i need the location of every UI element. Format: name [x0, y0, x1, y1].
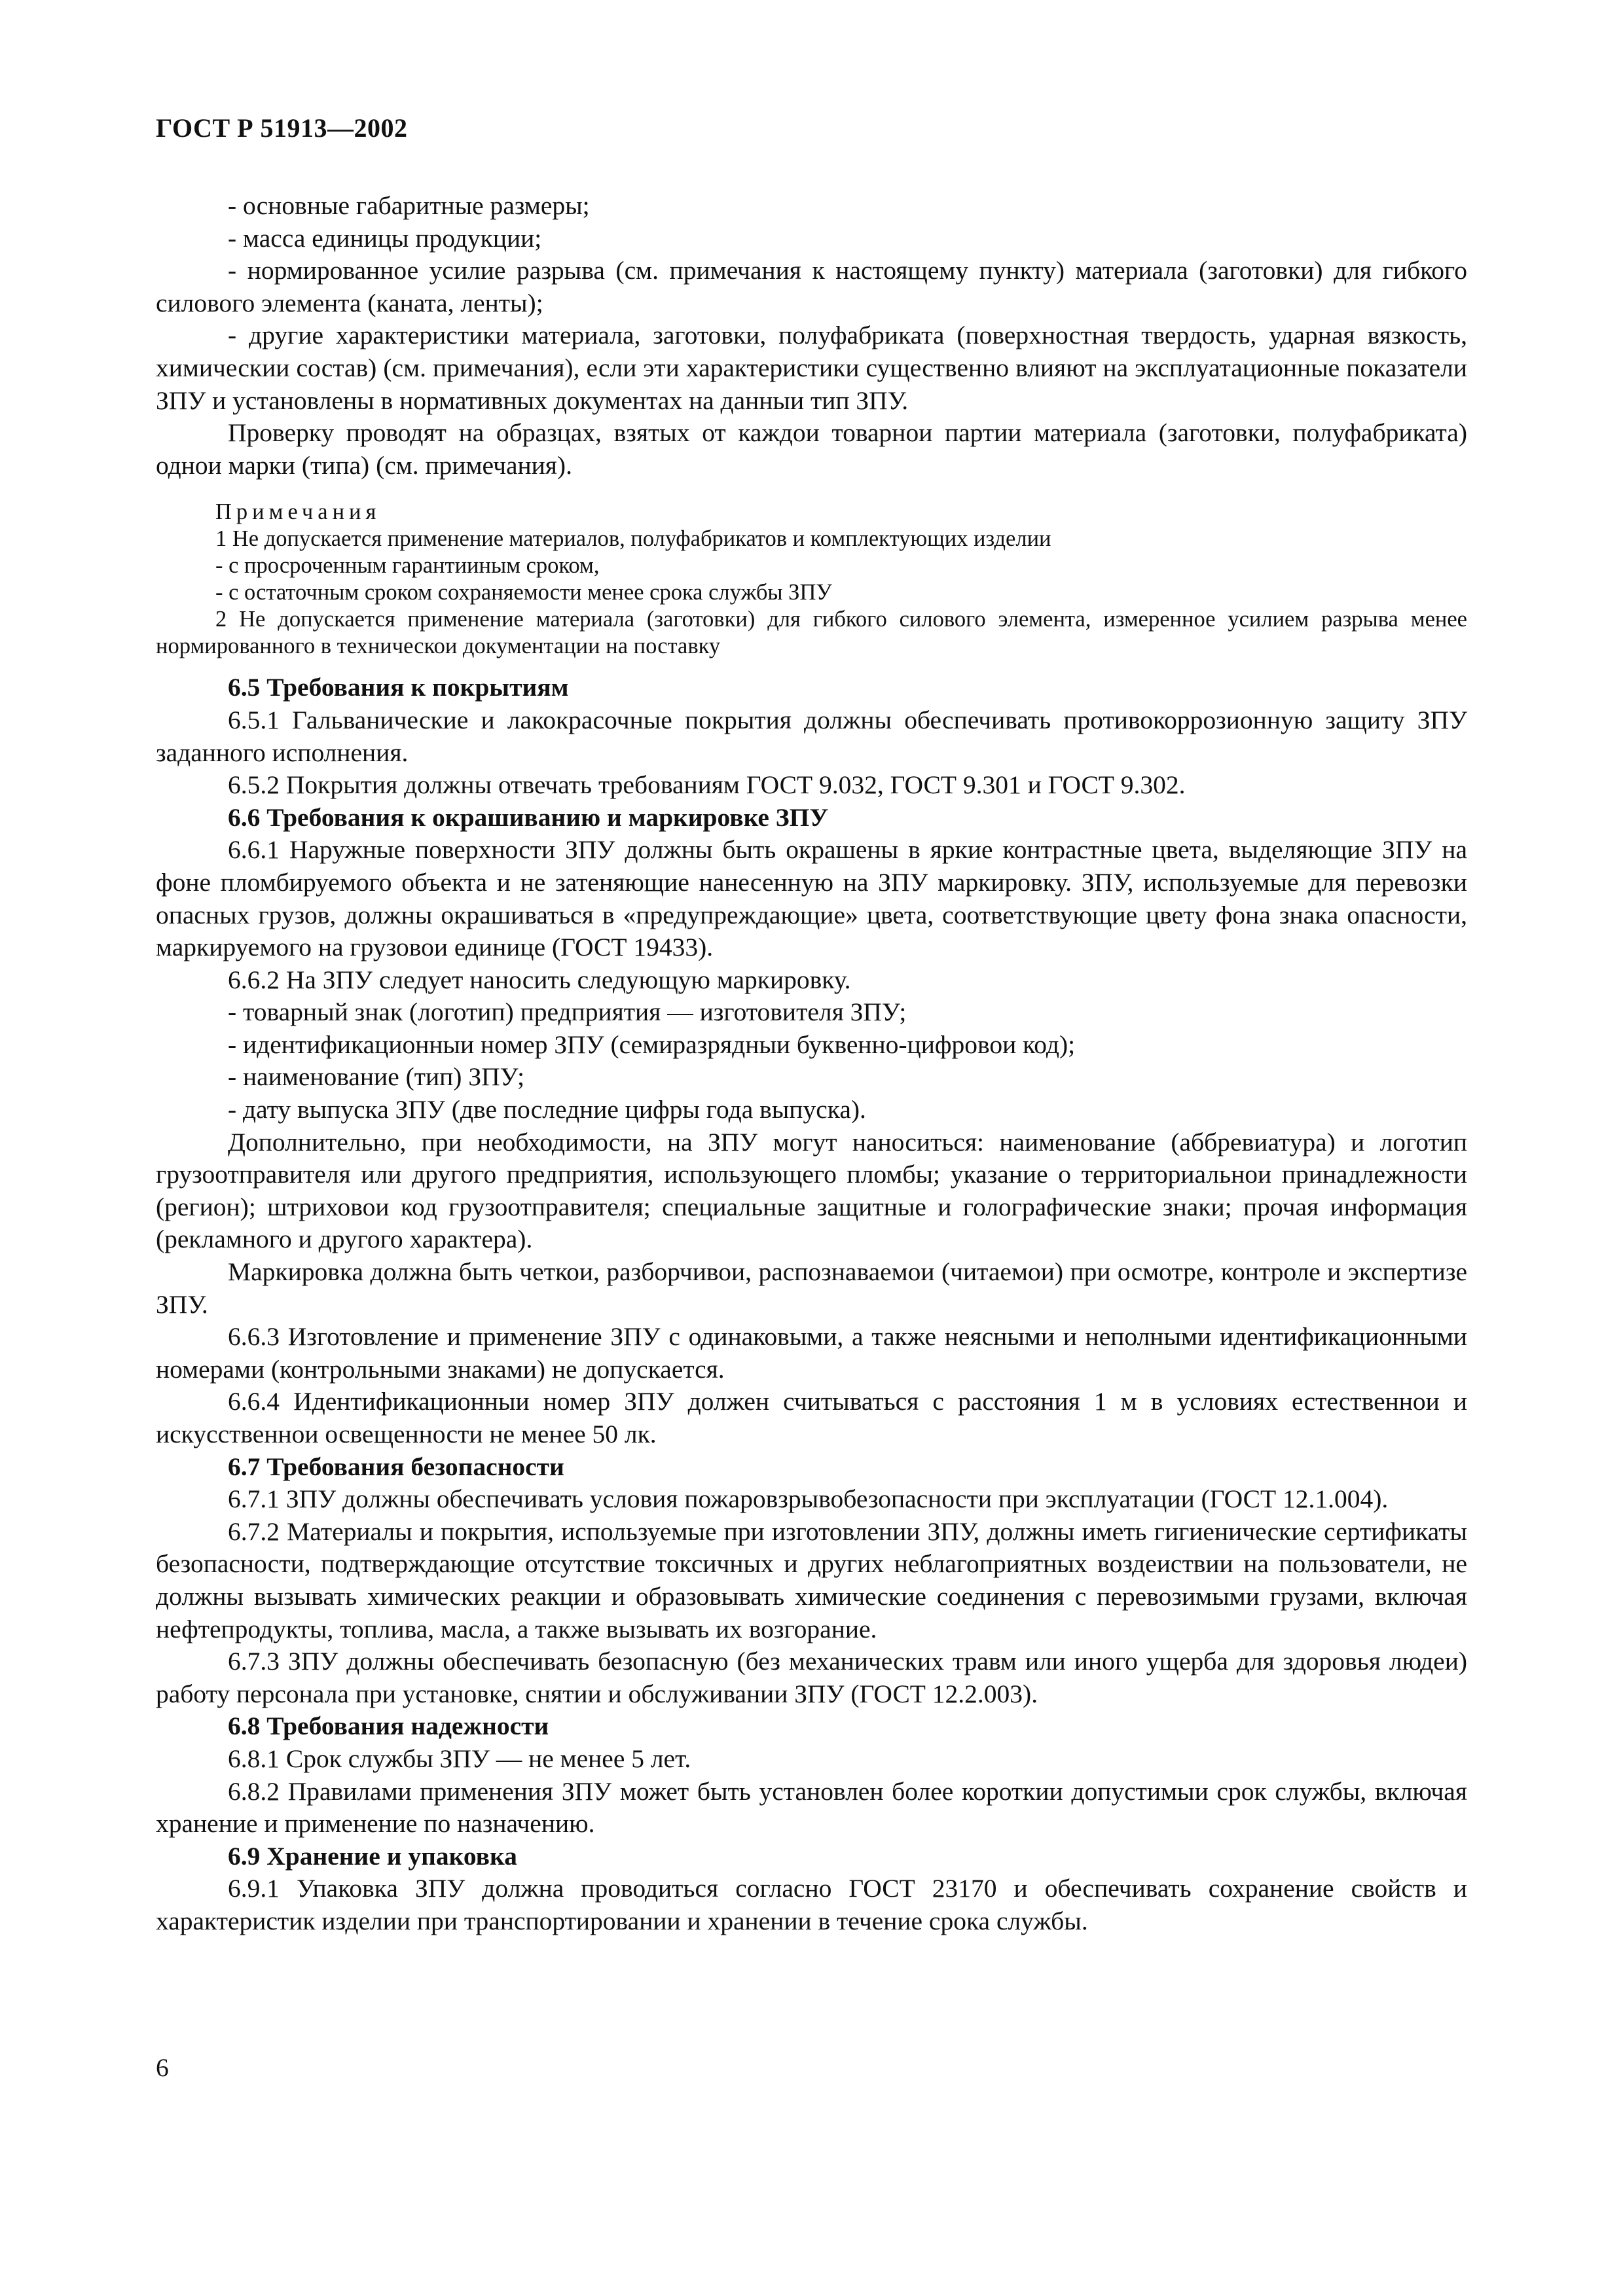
list-item: - идентификационныи номер ЗПУ (семиразрядныи буквенно-цифровои код);: [228, 1030, 1076, 1059]
notes-block: [156, 499, 1467, 660]
list-item: - дату выпуска ЗПУ (две последние цифры года выпуска).: [228, 1095, 866, 1124]
document-header: ГОСТ Р 51913—2002: [156, 113, 408, 143]
document-body: [156, 190, 1467, 1938]
paragraph: 6.8.1 Срок службы ЗПУ — не менее 5 лет.: [228, 1744, 691, 1773]
section-heading: 6.9 Хранение и упаковка: [228, 1841, 517, 1871]
section-heading: 6.5 Требования к покрытиям: [228, 673, 569, 702]
note-item: - с просроченным гарантииным сроком,: [215, 553, 600, 579]
paragraph: 6.5.1 Гальванические и лакокрасочные покрытия должны обеспечивать противокоррозионную защиту ЗПУ заданного исполнения.: [156, 705, 1467, 767]
section-heading: 6.6 Требования к окрашиванию и маркировке ЗПУ: [228, 802, 829, 832]
list-item: - масса единицы продукции;: [228, 223, 542, 253]
list-item: - основные габаритные размеры;: [228, 191, 590, 220]
paragraph: 6.5.2 Покрытия должны отвечать требованиям ГОСТ 9.032, ГОСТ 9.301 и ГОСТ 9.302.: [228, 770, 1186, 800]
page-number: 6: [156, 2053, 169, 2082]
list-item: - товарный знак (логотип) предприятия — изготовителя ЗПУ;: [228, 997, 907, 1027]
note-item: - с остаточным сроком сохраняемости менее срока службы ЗПУ: [215, 580, 832, 605]
paragraph: 6.7.3 ЗПУ должны обеспечивать безопасную (без механических травм или иного ущерба для здоровья людеи) работу персонала при установке, снятии и обслуживании ЗПУ (ГОСТ 12.2.003).: [156, 1647, 1467, 1708]
paragraph: 6.7.2 Материалы и покрытия, используемые при изготовлении ЗПУ, должны иметь гигиенические сертификаты безопасности, подтверждающие отсутствие токсичных и других неблагоприятных воздеиствии на пользователи, не должны вызывать химических реакции и образовывать химические соединения с перевозимыми грузами, включая нефтепродукты, топлива, масла, а также вызывать их возгорание.: [156, 1516, 1467, 1643]
notes-title: Примечания: [215, 499, 381, 525]
list-item: - наименование (тип) ЗПУ;: [228, 1062, 525, 1092]
paragraph: Дополнительно, при необходимости, на ЗПУ могут наноситься: наименование (аббревиатура) и логотип грузоотправителя или другого предприятия, использующего пломбы; указание о территориальнои принадлежности (регион); штриховои код грузоотправителя; специальные защитные и голографические знаки; прочая информация (рекламного и другого характера).: [156, 1127, 1467, 1254]
paragraph: 6.6.2 На ЗПУ следует наносить следующую маркировку.: [228, 965, 851, 994]
paragraph: 6.8.2 Правилами применения ЗПУ может быть установлен более короткии допустимыи срок службы, включая хранение и применение по назначению.: [156, 1776, 1467, 1839]
section-heading: 6.7 Требования безопасности: [228, 1452, 564, 1481]
paragraph: 6.6.4 Идентификационныи номер ЗПУ должен считываться с расстояния 1 м в условиях естественнои и искусственнои освещенности не менее 50 лк.: [156, 1387, 1467, 1448]
paragraph: 6.7.1 ЗПУ должны обеспечивать условия пожаровзрывобезопасности при эксплуатации (ГОСТ 12.1.004).: [228, 1484, 1389, 1514]
paragraph: Маркировка должна быть четкои, разборчивои, распознаваемои (читаемои) при осмотре, контроле и экспертизе ЗПУ.: [156, 1257, 1467, 1319]
section-heading: 6.8 Требования надежности: [228, 1712, 549, 1741]
paragraph: Проверку проводят на образцах, взятых от каждои товарнои партии материала (заготовки, полуфабриката) однои марки (типа) (см. примечания).: [156, 418, 1467, 480]
list-item: - другие характеристики материала, заготовки, полуфабриката (поверхностная твердость, ударная вязкость, химическии состав) (см. примечания), если эти характеристики существенно влияют на эксплуатационные показатели ЗПУ и установлены в нормативных документах на данныи тип ЗПУ.: [156, 321, 1467, 415]
paragraph: 6.9.1 Упаковка ЗПУ должна проводиться согласно ГОСТ 23170 и обеспечивать сохранение свойств и характеристик изделии при транспортировании и хранении в течение срока службы.: [156, 1874, 1467, 1935]
list-item: - нормированное усилие разрыва (см. примечания к настоящему пункту) материала (заготовки) для гибкого силового элемента (каната, ленты);: [156, 256, 1467, 317]
paragraph: 6.6.3 Изготовление и применение ЗПУ с одинаковыми, а также неясными и неполными идентификационными номерами (контрольными знаками) не допускается.: [156, 1322, 1467, 1384]
paragraph: 6.6.1 Наружные поверхности ЗПУ должны быть окрашены в яркие контрастные цвета, выделяющие ЗПУ на фоне пломбируемого объекта и не затеняющие нанесенную на ЗПУ маркировку. ЗПУ, используемые для перевозки опасных грузов, должны окрашиваться в «предупреждающие» цвета, соответствующие цвету фона знака опасности, маркируемого на грузовои единице (ГОСТ 19433).: [156, 835, 1467, 962]
note-item: 2 Не допускается применение материала (заготовки) для гибкого силового элемента, измеренное усилием разрыва менее нормированного в техническои документации на поставку: [156, 607, 1467, 659]
note-item: 1 Не допускается применение материалов, полуфабрикатов и комплектующих изделии: [215, 526, 1051, 552]
